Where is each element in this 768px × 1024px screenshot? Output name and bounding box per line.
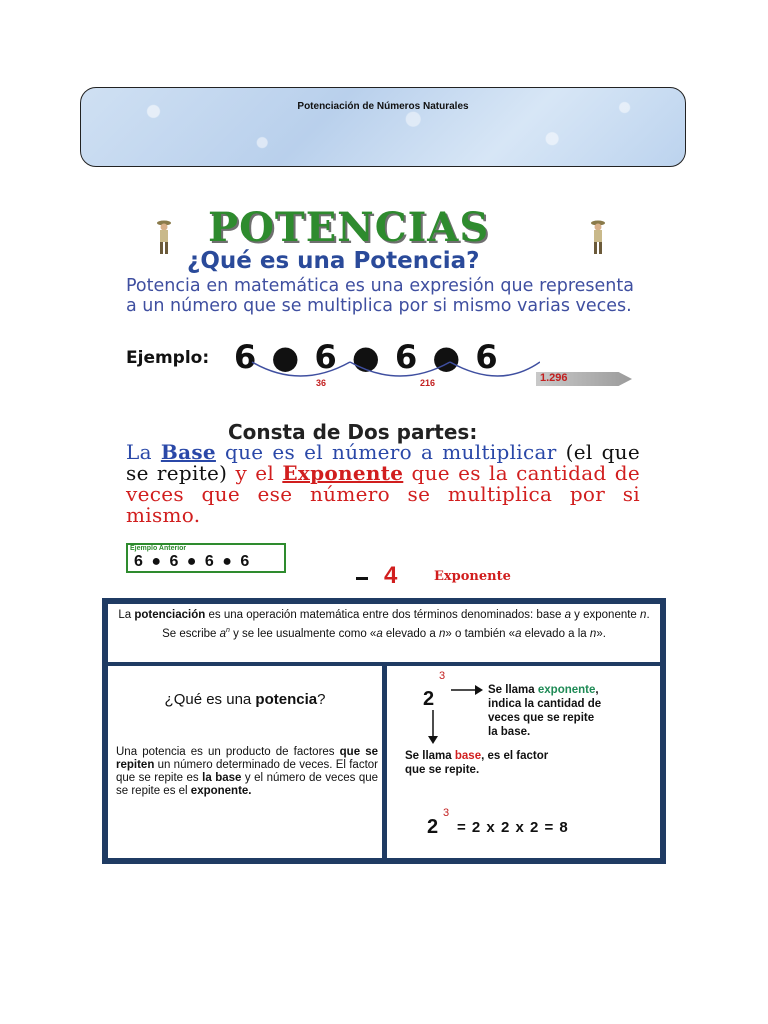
base-highlight: Base [160,440,216,464]
parts-description: La Base que es el número a multiplicar (el que se repite) y el Exponente que es la cantidad de veces que ese número se multiplica por si mismo. [126,440,640,527]
example-expression: 6 ● 6 ● 6 ● 6 [234,338,500,376]
poster-title: POTENCIAS [208,204,490,251]
poster-question: ¿Qué es una Potencia? [187,248,480,274]
previous-example-expression: 6 ● 6 ● 6 ● 6 [134,553,252,570]
banner-title: Potenciación de Números Naturales [297,101,469,112]
base-explanation: Se llama base, es el factor que se repite. [405,750,549,776]
equation-exponent: 3 [443,807,450,819]
example-label: Ejemplo: [126,348,210,368]
exponent-highlight: Exponente [282,461,404,485]
info-table [102,598,666,864]
diagram-exponent: 3 [439,670,446,682]
info-diagram-cell [387,666,660,858]
title-banner [80,87,686,167]
previous-example-label: Ejemplo Anterior [130,545,187,552]
what-is-title: ¿Qué es una potencia? [164,691,326,708]
potencias-poster [120,200,650,585]
what-is-body: Una potencia es un producto de factores que se repiten un número determinado de veces. El factor que se repite es la base y el número de veces que se repite es el exponente. [116,746,379,797]
equation: = 2 x 2 x 2 = 8 [457,819,569,836]
result-value: 1.296 [540,372,568,384]
info-what-is-cell [108,666,382,858]
poster-definition: Potencia en matemática es una expresión que representa a un número que se multiplica por si mismo varias veces. [126,276,634,316]
exponent-dash [356,577,368,580]
exponent-explanation: Se llama exponente, indica la cantidad de veces que se repite la base. [488,684,602,738]
arrow-right-icon [451,684,483,696]
partial-product-2: 216 [420,378,436,388]
arrow-down-icon [427,710,439,744]
previous-example-box [126,543,286,573]
exponent-value: 4 [384,562,398,585]
explorer-figure-left-icon [152,218,176,258]
diagram-base: 2 [423,688,435,710]
example-arcs [250,360,540,390]
exponent-word: Exponente [434,569,511,584]
partial-product-1: 36 [316,378,327,388]
parts-heading: Consta de Dos partes: [228,420,478,444]
info-definition: La potenciación es una operación matemática entre dos términos denominados: base a y exponente n. Se escribe $a^n$ y se lee usualmente como «a elevado a n» o también «a elevado a la n». [108,604,660,662]
equation-base: 2 [427,816,439,838]
explorer-figure-right-icon [586,218,610,258]
